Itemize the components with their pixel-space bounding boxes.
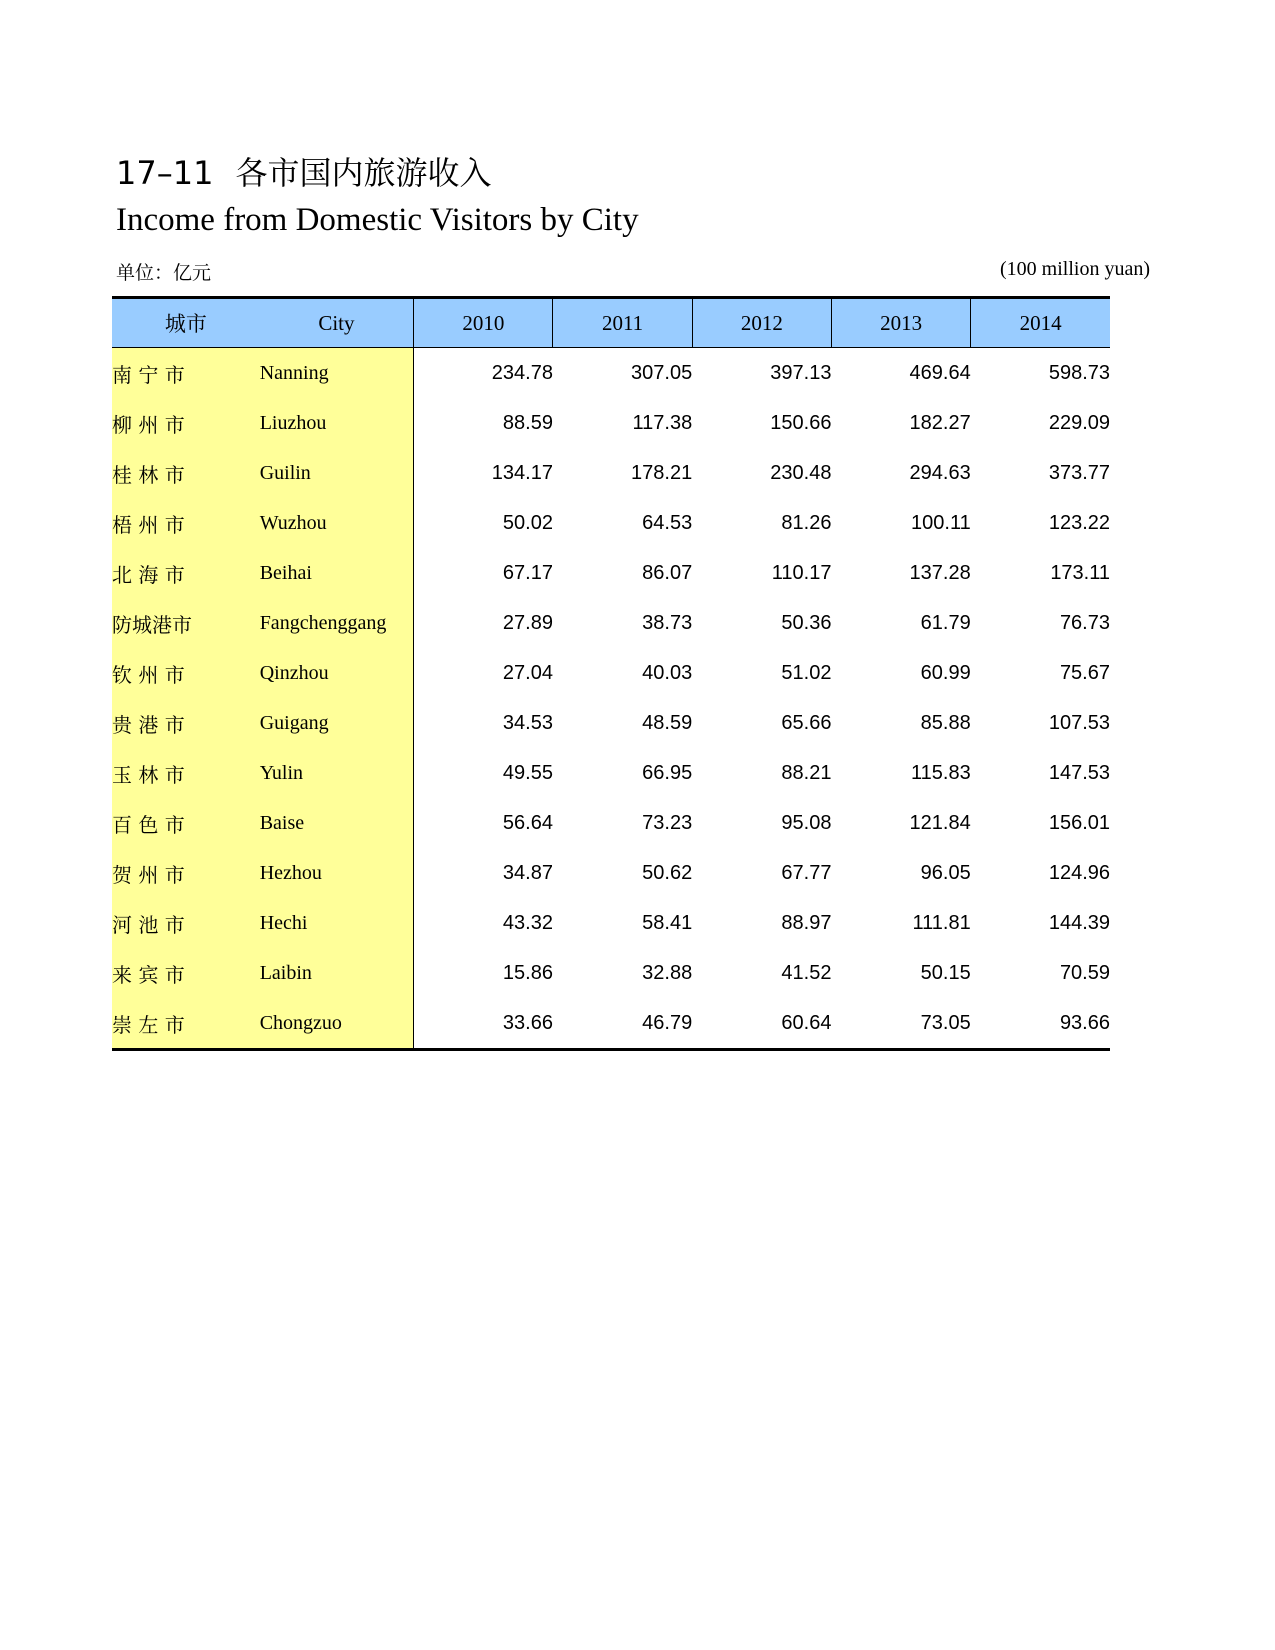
income-value: 147.53 — [1048, 761, 1110, 784]
col-header-2014: 2014 — [971, 298, 1110, 348]
table-row — [112, 498, 1110, 548]
city-name-en: Fangchenggang — [260, 598, 414, 648]
income-value: 67.77 — [781, 861, 832, 884]
income-value: 598.73 — [1048, 361, 1110, 384]
page-title-en: Income from Domestic Visitors by City — [116, 202, 639, 238]
city-name-en: Nanning — [260, 348, 414, 399]
income-value: 134.17 — [491, 461, 553, 484]
city-name-cn: 北 海 市 — [112, 548, 260, 598]
income-value: 15.86 — [502, 961, 553, 984]
col-header-city-cn: 城市 — [112, 298, 260, 348]
income-value: 137.28 — [909, 561, 971, 584]
income-value: 182.27 — [909, 411, 971, 434]
income-value: 33.66 — [414, 998, 553, 1050]
income-value: 107.53 — [1048, 711, 1110, 734]
city-name-en: Hezhou — [260, 848, 414, 898]
col-header-city-en: City — [260, 298, 414, 348]
col-header-2010: 2010 — [414, 298, 553, 348]
city-name-cn: 来 宾 市 — [112, 948, 260, 998]
income-value: 88.97 — [781, 911, 832, 934]
income-value: 50.62 — [642, 861, 693, 884]
city-name-cn: 防城港市 — [112, 598, 260, 648]
col-header-2012: 2012 — [692, 298, 831, 348]
table-row — [112, 898, 1110, 948]
income-value: 61.79 — [920, 611, 971, 634]
page-title-cn — [116, 148, 491, 194]
income-value: 65.66 — [781, 711, 832, 734]
city-name-en: Beihai — [260, 548, 414, 598]
income-value: 230.48 — [770, 461, 832, 484]
table-row — [112, 748, 1110, 798]
title-cn-text: 各市国内旅游收入 — [235, 154, 492, 192]
table-row — [112, 348, 1110, 399]
table-number: 17–11 — [116, 154, 214, 192]
income-value: 234.78 — [491, 361, 553, 384]
income-value: 294.63 — [909, 461, 971, 484]
income-value: 50.15 — [920, 961, 971, 984]
city-name-en: Baise — [260, 798, 414, 848]
income-value: 67.17 — [502, 561, 553, 584]
city-name-cn: 玉 林 市 — [112, 748, 260, 798]
income-value: 40.03 — [642, 661, 693, 684]
income-value: 27.04 — [502, 661, 553, 684]
income-value: 93.66 — [971, 998, 1110, 1050]
income-value: 150.66 — [770, 411, 832, 434]
income-value: 58.41 — [642, 911, 693, 934]
income-value: 81.26 — [781, 511, 832, 534]
income-value: 73.23 — [642, 811, 693, 834]
income-value: 88.59 — [502, 411, 553, 434]
income-value: 64.53 — [642, 511, 693, 534]
income-value: 60.64 — [692, 998, 831, 1050]
income-value: 51.02 — [781, 661, 832, 684]
income-value: 75.67 — [1059, 661, 1110, 684]
income-value: 46.79 — [553, 998, 692, 1050]
income-value: 56.64 — [502, 811, 553, 834]
city-name-en: Liuzhou — [260, 398, 414, 448]
city-name-en: Hechi — [260, 898, 414, 948]
income-value: 110.17 — [771, 561, 832, 584]
city-name-cn: 贺 州 市 — [112, 848, 260, 898]
income-value: 96.05 — [920, 861, 971, 884]
city-name-cn: 河 池 市 — [112, 898, 260, 948]
income-value: 34.87 — [502, 861, 553, 884]
income-value: 66.95 — [642, 761, 693, 784]
income-value: 173.11 — [1050, 561, 1110, 584]
income-value: 86.07 — [642, 561, 693, 584]
income-value: 76.73 — [1059, 611, 1110, 634]
income-value: 43.32 — [502, 911, 553, 934]
income-value: 50.36 — [781, 611, 832, 634]
income-value: 88.21 — [781, 761, 832, 784]
income-value: 50.02 — [502, 511, 553, 534]
table-row — [112, 948, 1110, 998]
city-name-en: Laibin — [260, 948, 414, 998]
income-value: 123.22 — [1048, 511, 1110, 534]
city-name-cn: 桂 林 市 — [112, 448, 260, 498]
income-value: 48.59 — [642, 711, 693, 734]
income-value: 95.08 — [781, 811, 832, 834]
city-name-en: Qinzhou — [260, 648, 414, 698]
income-table — [112, 296, 1110, 1051]
income-value: 124.96 — [1048, 861, 1110, 884]
income-value: 38.73 — [642, 611, 693, 634]
table-row — [112, 548, 1110, 598]
table-header-row — [112, 298, 1110, 348]
unit-label-cn: 单位：亿元 — [116, 262, 212, 284]
income-value: 469.64 — [909, 361, 971, 384]
col-header-2013: 2013 — [831, 298, 970, 348]
income-value: 229.09 — [1048, 411, 1110, 434]
city-name-cn: 钦 州 市 — [112, 648, 260, 698]
income-value: 307.05 — [631, 361, 693, 384]
city-name-cn: 南 宁 市 — [112, 348, 260, 399]
income-value: 156.01 — [1048, 811, 1110, 834]
table-row — [112, 698, 1110, 748]
city-name-en: Guilin — [260, 448, 414, 498]
table-row — [112, 998, 1110, 1050]
income-value: 49.55 — [502, 761, 553, 784]
income-value: 27.89 — [502, 611, 553, 634]
city-name-cn: 百 色 市 — [112, 798, 260, 848]
unit-label-en: (100 million yuan) — [1000, 258, 1150, 280]
city-name-cn: 贵 港 市 — [112, 698, 260, 748]
income-value: 34.53 — [502, 711, 553, 734]
city-name-cn: 梧 州 市 — [112, 498, 260, 548]
table-row — [112, 648, 1110, 698]
income-value: 85.88 — [920, 711, 971, 734]
table-row — [112, 448, 1110, 498]
income-value: 397.13 — [770, 361, 832, 384]
income-value: 117.38 — [632, 411, 693, 434]
city-name-en: Wuzhou — [260, 498, 414, 548]
table-row — [112, 598, 1110, 648]
table-row — [112, 848, 1110, 898]
income-value: 373.77 — [1048, 461, 1110, 484]
income-value: 100.11 — [911, 511, 971, 534]
income-value: 178.21 — [631, 461, 693, 484]
income-value: 144.39 — [1048, 911, 1110, 934]
city-name-en: Yulin — [260, 748, 414, 798]
income-value: 32.88 — [642, 961, 693, 984]
city-name-en: Chongzuo — [260, 998, 414, 1050]
table-row — [112, 798, 1110, 848]
income-value: 73.05 — [831, 998, 970, 1050]
income-value: 41.52 — [781, 961, 832, 984]
col-header-2011: 2011 — [553, 298, 692, 348]
unit-label-en-clip — [1000, 258, 1150, 286]
income-value: 70.59 — [1059, 961, 1110, 984]
city-name-cn: 崇 左 市 — [112, 998, 260, 1050]
table-row — [112, 398, 1110, 448]
city-name-en: Guigang — [260, 698, 414, 748]
city-name-cn: 柳 州 市 — [112, 398, 260, 448]
income-value: 115.83 — [911, 761, 971, 784]
income-value: 111.81 — [912, 911, 971, 934]
income-value: 121.84 — [909, 811, 971, 834]
income-value: 60.99 — [920, 661, 971, 684]
